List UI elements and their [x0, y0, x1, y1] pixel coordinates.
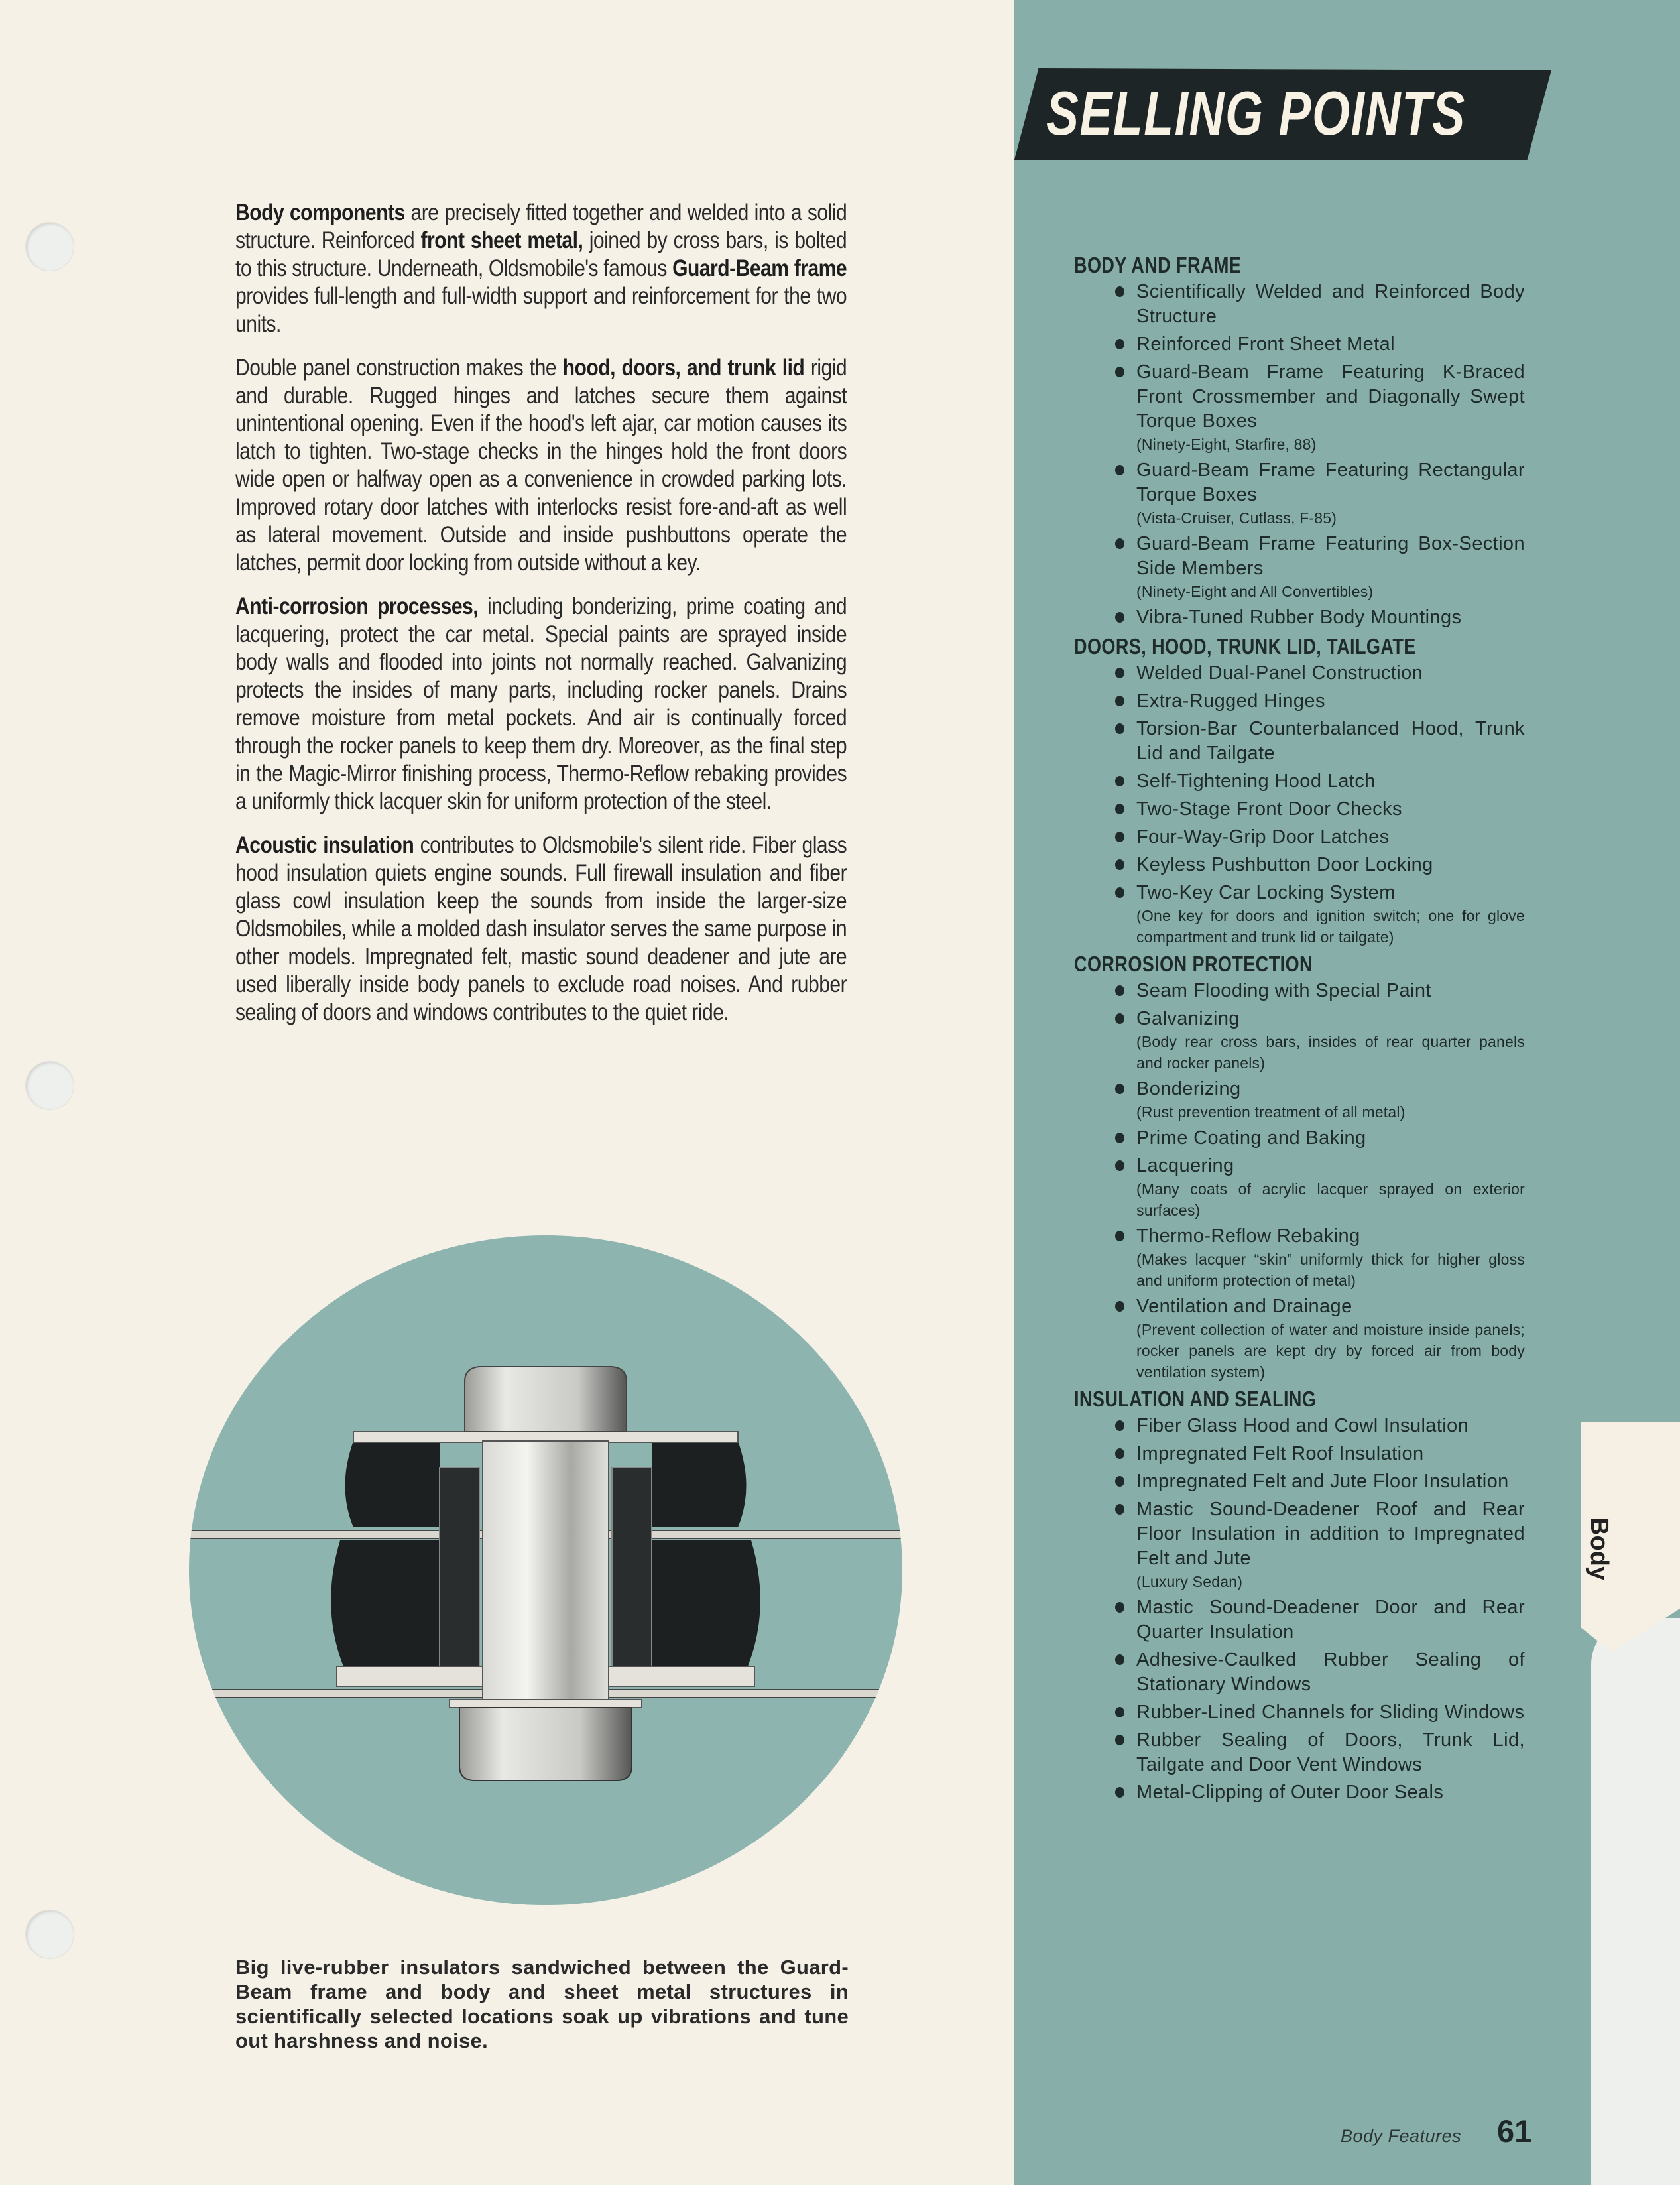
list-item: [1067, 1414, 1525, 1438]
body-text-column: [235, 199, 847, 1042]
bullet-icon: [1115, 832, 1124, 842]
list-item: [1067, 1497, 1525, 1592]
selling-points-list: [1067, 252, 1525, 1808]
list-item: [1067, 360, 1525, 455]
bullet-icon: [1115, 1476, 1124, 1487]
index-tab-label: Body: [1585, 1517, 1613, 1580]
item-text: Thermo-Reflow Rebaking: [1136, 1225, 1360, 1247]
selling-points-section: [1067, 1386, 1525, 1805]
bullet-icon: [1115, 538, 1124, 549]
body-mount-illustration: [188, 1235, 904, 1905]
bullet-icon: [1115, 1084, 1124, 1094]
bullet-icon: [1115, 367, 1124, 377]
paragraph-text: contributes to Oldsmobile's silent ride. Fiber glass hood insulation quiets engine sounds. Full firewall insulation and fiber glass cowl insulation keep the sounds from inside the larger-size Oldsmobiles, while a molded dash insulator serves the same purpose in other models. Impregnated felt, mastic sound deadener and jute are used liberally inside body panels to exclude road noises. And rubber sealing of doors and windows contributes to the quiet ride.: [235, 832, 847, 1025]
item-text: Self-Tightening Hood Latch: [1136, 771, 1376, 792]
list-item: [1067, 1469, 1525, 1494]
list-item: [1067, 1224, 1525, 1291]
list-item: [1067, 1154, 1525, 1221]
bullet-icon: [1115, 1301, 1124, 1312]
item-text: Guard-Beam Frame Featuring Rectangular Torque Boxes: [1136, 460, 1525, 505]
item-text: Adhesive-Caulked Rubber Sealing of Stationary Windows: [1136, 1649, 1525, 1695]
bullet-icon: [1115, 1654, 1124, 1665]
list-item: [1067, 280, 1525, 329]
item-text: Ventilation and Drainage: [1136, 1296, 1352, 1317]
item-text: Extra-Rugged Hinges: [1136, 690, 1325, 712]
item-note: (Rust prevention treatment of all metal): [1136, 1103, 1406, 1121]
item-text: Two-Stage Front Door Checks: [1136, 798, 1402, 820]
bullet-icon: [1115, 696, 1124, 706]
paragraph-text: rigid and durable. Rugged hinges and latches secure them against unintentional opening. Even if the hood's left ajar, car motion causes its latch to tighten. Two-stage checks in the hinges hold the front doors wide open or halfway open as a convenience in crowded parking lots. Improved rotary door latches with interlocks resist fore-and-aft as well as lateral movement. Outside and inside pushbuttons operate the latches, permit door locking from outside without a key.: [235, 355, 847, 576]
item-text: Seam Flooding with Special Paint: [1136, 980, 1431, 1001]
bullet-icon: [1115, 1231, 1124, 1241]
paragraph-acoustic-insulation: [235, 832, 847, 1027]
list-item: [1067, 1648, 1525, 1697]
bold-lead-phrase: Acoustic insulation: [235, 832, 414, 858]
list-item: [1067, 1442, 1525, 1466]
list-item: [1067, 853, 1525, 877]
paragraph-text: Double panel construction makes the: [235, 355, 563, 381]
list-item: [1067, 1294, 1525, 1383]
bullet-icon: [1115, 1787, 1124, 1798]
list-item: [1067, 881, 1525, 948]
item-text: Prime Coating and Baking: [1136, 1127, 1366, 1149]
section-heading: BODY AND FRAME: [1074, 253, 1242, 277]
paragraph-body-components: [235, 199, 847, 338]
item-note: (Many coats of acrylic lacquer sprayed on exterior surfaces): [1136, 1180, 1525, 1219]
list-item: [1067, 689, 1525, 714]
list-item: [1067, 532, 1525, 602]
item-text: Mastic Sound-Deadener Door and Rear Quarter Insulation: [1136, 1597, 1525, 1643]
bullet-icon: [1115, 804, 1124, 814]
paragraph-hood-doors-trunk: [235, 354, 847, 577]
selling-points-section: [1067, 633, 1525, 948]
list-item: [1067, 979, 1525, 1003]
item-text: Galvanizing: [1136, 1008, 1240, 1029]
list-item: [1067, 797, 1525, 822]
bullet-icon: [1115, 1602, 1124, 1613]
item-text: Reinforced Front Sheet Metal: [1136, 334, 1395, 355]
list-item: [1067, 825, 1525, 849]
section-heading: DOORS, HOOD, TRUNK LID, TAILGATE: [1074, 634, 1416, 658]
item-text: Guard-Beam Frame Featuring K-Braced Front Crossmember and Diagonally Swept Torque Boxes: [1136, 361, 1525, 432]
illustration-caption: Big live-rubber insulators sandwiched between the Guard-Beam frame and body and sheet metal structures in scientifically selected locations soak up vibrations and tune out harshness and noise.: [235, 1956, 849, 2052]
bullet-icon: [1115, 286, 1124, 297]
page-number: 61: [1497, 2113, 1532, 2149]
item-text: Lacquering: [1136, 1155, 1234, 1176]
bullet-icon: [1115, 859, 1124, 870]
item-text: Mastic Sound-Deadener Roof and Rear Floor Insulation in addition to Impregnated Felt and Jute: [1136, 1499, 1525, 1569]
bullet-icon: [1115, 339, 1124, 349]
bullet-icon: [1115, 1448, 1124, 1459]
list-item: [1067, 1126, 1525, 1151]
item-note: (Makes lacquer “skin” uniformly thick for higher gloss and uniform protection of metal): [1136, 1251, 1525, 1289]
binder-hole-top: [25, 222, 74, 271]
binder-hole-bottom: [25, 1910, 74, 1959]
bullet-icon: [1115, 1160, 1124, 1171]
item-text: Impregnated Felt and Jute Floor Insulation: [1136, 1471, 1509, 1492]
item-text: Keyless Pushbutton Door Locking: [1136, 854, 1433, 875]
list-item: [1067, 717, 1525, 766]
bullet-icon: [1115, 1504, 1124, 1515]
list-item: [1067, 1780, 1525, 1805]
bullet-icon: [1115, 887, 1124, 898]
list-item: [1067, 1728, 1525, 1777]
item-text: Rubber-Lined Channels for Sliding Windows: [1136, 1702, 1525, 1723]
bullet-icon: [1115, 723, 1124, 734]
list-item: [1067, 458, 1525, 529]
item-text: Metal-Clipping of Outer Door Seals: [1136, 1782, 1444, 1803]
bullet-icon: [1115, 612, 1124, 623]
bullet-icon: [1115, 1133, 1124, 1143]
bullet-icon: [1115, 465, 1124, 475]
footer-section-label: Body Features: [1341, 2126, 1462, 2146]
paragraph-text: are precisely fitted together and welded into a solid structure. Reinforced: [235, 200, 847, 253]
bullet-icon: [1115, 1013, 1124, 1024]
item-text: Welded Dual-Panel Construction: [1136, 662, 1423, 684]
item-text: Four-Way-Grip Door Latches: [1136, 826, 1390, 847]
list-item: [1067, 661, 1525, 686]
list-item: [1067, 332, 1525, 357]
paragraph-anti-corrosion: [235, 593, 847, 816]
selling-points-section: [1067, 951, 1525, 1383]
item-text: Rubber Sealing of Doors, Trunk Lid, Tailgate and Door Vent Windows: [1136, 1729, 1525, 1775]
bullet-icon: [1115, 1420, 1124, 1431]
section-heading: CORROSION PROTECTION: [1074, 952, 1313, 976]
bold-lead-phrase: hood, doors, and trunk lid: [562, 355, 805, 381]
bold-lead-phrase: front sheet metal,: [420, 227, 583, 253]
item-text: Two-Key Car Locking System: [1136, 882, 1396, 903]
paragraph-text: joined by cross bars, is bolted to this structure. Underneath, Oldsmobile's famous: [235, 227, 847, 281]
list-item: [1067, 1007, 1525, 1074]
item-note: (Prevent collection of water and moisture inside panels; rocker panels are kept dry by forced air from body ventilation system): [1136, 1321, 1525, 1381]
item-note: (Vista-Cruiser, Cutlass, F-85): [1136, 509, 1337, 527]
bold-lead-phrase: Guard-Beam frame: [672, 255, 847, 281]
item-note: (One key for doors and ignition switch; one for glove compartment and trunk lid or tailgate): [1136, 907, 1525, 946]
selling-points-section: [1067, 252, 1525, 630]
item-text: Guard-Beam Frame Featuring Box-Section Side Members: [1136, 533, 1525, 579]
paragraph-text: provides full-length and full-width support and reinforcement for the two units.: [235, 283, 847, 337]
bullet-icon: [1115, 1707, 1124, 1717]
item-text: Vibra-Tuned Rubber Body Mountings: [1136, 607, 1462, 628]
item-text: Impregnated Felt Roof Insulation: [1136, 1443, 1424, 1464]
list-item: [1067, 1077, 1525, 1123]
bold-lead-phrase: Anti-corrosion processes,: [235, 593, 479, 619]
list-item: [1067, 605, 1525, 630]
item-note: (Ninety-Eight, Starfire, 88): [1136, 436, 1317, 453]
item-text: Fiber Glass Hood and Cowl Insulation: [1136, 1415, 1469, 1436]
bullet-icon: [1115, 1735, 1124, 1745]
list-item: [1067, 769, 1525, 794]
binder-hole-middle: [25, 1061, 74, 1110]
bullet-icon: [1115, 985, 1124, 996]
item-text: Torsion-Bar Counterbalanced Hood, Trunk Lid and Tailgate: [1136, 718, 1525, 764]
next-page-edge: [1591, 1618, 1680, 2185]
item-note: (Luxury Sedan): [1136, 1573, 1243, 1590]
bullet-icon: [1115, 668, 1124, 678]
bold-lead-phrase: Body components: [235, 200, 405, 225]
paragraph-text: including bonderizing, prime coating and lacquering, protect the car metal. Special paints are sprayed inside body walls and flooded into joints not normally reached. Galvanizing protects the insides of many parts, including rocker panels. Drains remove moisture from metal pockets. And air is continually forced through the rocker panels to keep them dry. Moreover, as the final step in the Magic-Mirror finishing process, Thermo-Reflow rebaking provides a uniformly thick lacquer skin for uniform protection of the steel.: [235, 593, 847, 814]
item-text: Scientifically Welded and Reinforced Body Structure: [1136, 281, 1525, 327]
item-text: Bonderizing: [1136, 1078, 1241, 1099]
selling-points-title: SELLING POINTS: [1046, 78, 1466, 148]
bullet-icon: [1115, 776, 1124, 786]
list-item: [1067, 1700, 1525, 1725]
section-heading: INSULATION AND SEALING: [1074, 1387, 1317, 1411]
item-note: (Body rear cross bars, insides of rear quarter panels and rocker panels): [1136, 1033, 1525, 1072]
list-item: [1067, 1595, 1525, 1645]
item-note: (Ninety-Eight and All Convertibles): [1136, 583, 1374, 600]
rubber-insulator-cross-section-icon: [188, 1235, 904, 1905]
